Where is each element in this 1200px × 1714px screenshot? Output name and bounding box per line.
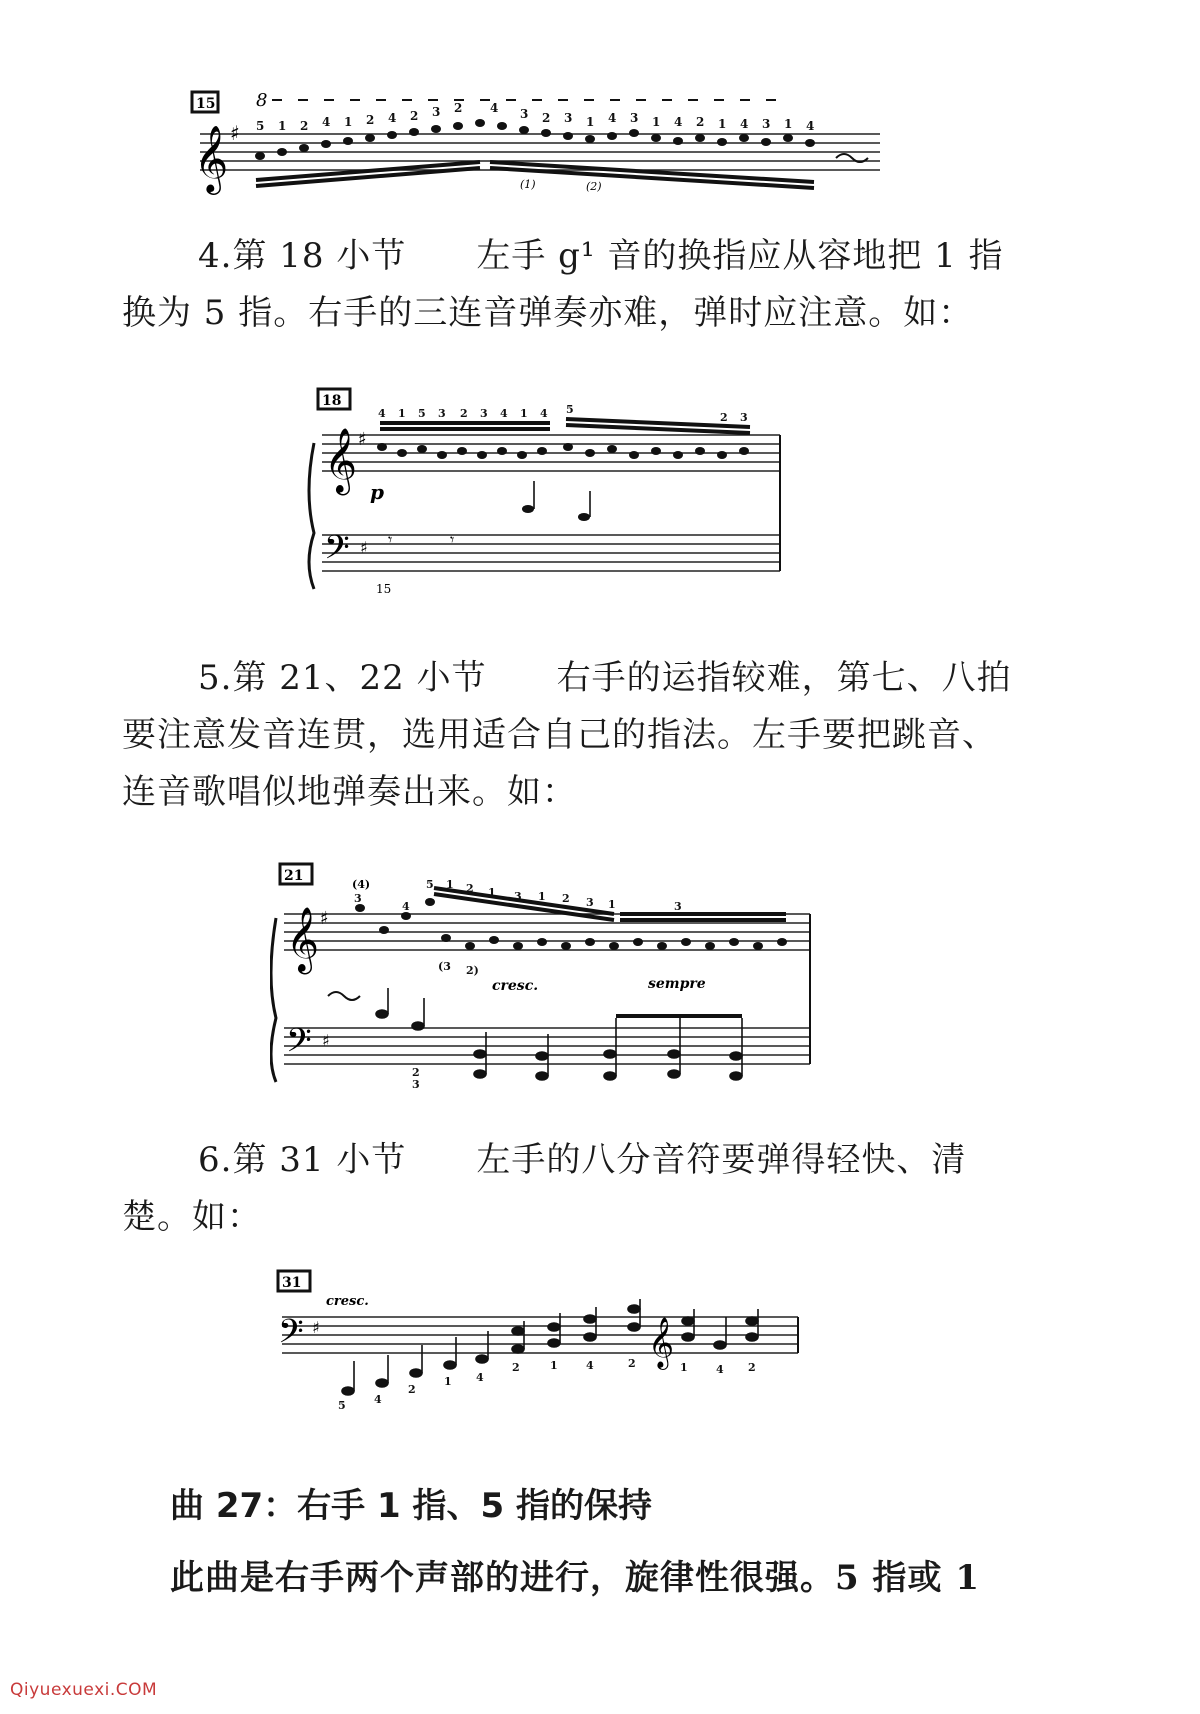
item-text-line: 要注意发音连贯，选用适合自己的指法。左手要把跳音、 bbox=[122, 715, 997, 755]
item-text-line: 左手的八分音符要弹得轻快、清 bbox=[476, 1140, 967, 1180]
measure-number: 31 bbox=[282, 1275, 302, 1291]
alt-fingering-2: (2) bbox=[586, 180, 602, 193]
svg-text:4: 4 bbox=[540, 407, 548, 420]
svg-text:4: 4 bbox=[374, 1393, 382, 1406]
svg-text:2: 2 bbox=[542, 111, 551, 125]
svg-text:1: 1 bbox=[608, 898, 616, 911]
svg-text:3: 3 bbox=[354, 892, 362, 905]
svg-text:4: 4 bbox=[586, 1359, 594, 1372]
rest-icon: 𝄾 bbox=[450, 530, 455, 549]
svg-text:1: 1 bbox=[444, 1375, 452, 1388]
svg-text:3: 3 bbox=[514, 890, 522, 903]
score-measure-15 bbox=[190, 86, 910, 196]
svg-text:2: 2 bbox=[466, 882, 474, 895]
svg-text:(3: (3 bbox=[438, 960, 451, 973]
svg-text:4: 4 bbox=[378, 407, 386, 420]
svg-text:2: 2 bbox=[720, 411, 728, 424]
svg-text:4: 4 bbox=[674, 115, 683, 129]
treble-clef-icon: 𝄞 bbox=[286, 907, 320, 972]
svg-text:4: 4 bbox=[806, 119, 815, 133]
item-text-line: 右手的运指较难，第七、八拍 bbox=[556, 658, 1012, 698]
svg-text:1: 1 bbox=[278, 119, 287, 133]
sharp-icon: ♯ bbox=[360, 538, 368, 557]
item-text-line: 换为 5 指。右手的三连音弹奏亦难，弹时应注意。如： bbox=[122, 293, 974, 333]
svg-text:2: 2 bbox=[408, 1383, 416, 1396]
svg-text:5: 5 bbox=[566, 403, 574, 416]
svg-text:2: 2 bbox=[512, 1361, 520, 1374]
svg-text:1: 1 bbox=[488, 886, 496, 899]
score-measure-21 bbox=[270, 858, 830, 1098]
svg-text:4: 4 bbox=[388, 111, 397, 125]
svg-text:2: 2 bbox=[628, 1357, 636, 1370]
svg-text:2: 2 bbox=[300, 119, 309, 133]
alt-fingering-1: (1) bbox=[520, 178, 536, 191]
svg-text:3: 3 bbox=[432, 105, 441, 119]
item-text-line: 楚。如： bbox=[122, 1197, 262, 1237]
sharp-icon: ♯ bbox=[322, 1031, 330, 1050]
fingering-label: (4) bbox=[352, 878, 371, 891]
svg-text:4: 4 bbox=[500, 407, 508, 420]
item-text-line: 左手 g¹ 音的换指应从容地把 1 指 bbox=[476, 236, 1004, 276]
svg-text:1: 1 bbox=[344, 115, 353, 129]
svg-text:5: 5 bbox=[418, 407, 426, 420]
ottava-mark: 8 bbox=[256, 90, 268, 111]
item-number: 6. bbox=[198, 1140, 233, 1180]
svg-text:3: 3 bbox=[630, 111, 639, 125]
measure-number: 18 bbox=[322, 393, 342, 409]
svg-text:5: 5 bbox=[426, 878, 434, 891]
sharp-icon: ♯ bbox=[230, 121, 240, 145]
paragraph-item-4 bbox=[122, 228, 1062, 342]
sempre-mark: sempre bbox=[648, 976, 706, 992]
score-measure-31 bbox=[268, 1265, 828, 1415]
svg-text:4: 4 bbox=[322, 115, 331, 129]
svg-text:1: 1 bbox=[586, 115, 595, 129]
svg-text:2: 2 bbox=[454, 101, 463, 115]
item-title: 第 21、22 小节 bbox=[232, 658, 487, 698]
item-title: 第 18 小节 bbox=[232, 236, 407, 276]
item-text-line: 连音歌唱似地弹奏出来。如： bbox=[122, 772, 577, 812]
cresc-mark: cresc. bbox=[492, 978, 539, 994]
svg-text:3: 3 bbox=[412, 1078, 420, 1091]
bass-clef-icon: 𝄢 bbox=[324, 529, 350, 575]
item-number: 5. bbox=[198, 658, 233, 698]
svg-text:4: 4 bbox=[716, 1363, 724, 1376]
svg-text:1: 1 bbox=[398, 407, 406, 420]
svg-text:1: 1 bbox=[680, 1361, 688, 1374]
cresc-mark: cresc. bbox=[326, 1294, 369, 1309]
svg-text:2: 2 bbox=[410, 109, 419, 123]
svg-text:2: 2 bbox=[460, 407, 468, 420]
svg-text:2: 2 bbox=[366, 113, 375, 127]
watermark: Qiyuexuexi.COM bbox=[10, 1680, 158, 1700]
treble-clef-icon: 𝄞 bbox=[194, 124, 229, 192]
svg-text:1: 1 bbox=[784, 117, 793, 131]
svg-text:3: 3 bbox=[740, 411, 748, 424]
item-title: 第 31 小节 bbox=[232, 1140, 407, 1180]
svg-text:3: 3 bbox=[586, 896, 594, 909]
treble-clef-icon: 𝄞 bbox=[648, 1317, 675, 1368]
svg-text:3: 3 bbox=[520, 107, 529, 121]
svg-text:1: 1 bbox=[550, 1359, 558, 1372]
svg-text:3: 3 bbox=[438, 407, 446, 420]
svg-text:2: 2 bbox=[562, 892, 570, 905]
svg-text:3: 3 bbox=[480, 407, 488, 420]
svg-text:1: 1 bbox=[652, 115, 661, 129]
svg-text:2: 2 bbox=[696, 115, 705, 129]
rest-icon: 𝄾 bbox=[388, 530, 393, 549]
svg-text:2): 2) bbox=[466, 964, 479, 977]
svg-text:4: 4 bbox=[740, 117, 749, 131]
svg-text:1: 1 bbox=[718, 117, 727, 131]
dynamic-mark: p bbox=[370, 480, 384, 504]
svg-text:1: 1 bbox=[446, 878, 454, 891]
svg-text:4: 4 bbox=[608, 111, 617, 125]
svg-text:2: 2 bbox=[412, 1066, 420, 1079]
sharp-icon: ♯ bbox=[358, 429, 367, 450]
paragraph-item-6 bbox=[122, 1132, 1062, 1246]
bass-clef-icon: 𝄢 bbox=[278, 1313, 304, 1359]
paragraph-item-5 bbox=[122, 650, 1062, 821]
svg-text:2: 2 bbox=[748, 1361, 756, 1374]
svg-text:4: 4 bbox=[476, 1371, 484, 1384]
svg-text:5: 5 bbox=[338, 1399, 346, 1412]
sharp-icon: ♯ bbox=[320, 908, 329, 929]
svg-text:1: 1 bbox=[520, 407, 528, 420]
svg-text:3: 3 bbox=[762, 117, 771, 131]
svg-text:3: 3 bbox=[564, 111, 573, 125]
measure-number: 21 bbox=[284, 868, 304, 884]
measure-number: 15 bbox=[196, 96, 216, 112]
score-measure-18 bbox=[300, 385, 800, 605]
sharp-icon: ♯ bbox=[312, 1318, 320, 1337]
svg-text:1: 1 bbox=[538, 890, 546, 903]
svg-text:5: 5 bbox=[256, 119, 265, 133]
bass-clef-icon: 𝄢 bbox=[286, 1022, 312, 1068]
section-body-line: 此曲是右手两个声部的进行，旋律性很强。5 指或 1 bbox=[170, 1558, 980, 1598]
svg-text:4: 4 bbox=[402, 900, 410, 913]
item-number: 4. bbox=[198, 236, 233, 276]
treble-clef-icon: 𝄞 bbox=[324, 428, 358, 493]
svg-text:4: 4 bbox=[490, 101, 499, 115]
svg-text:3: 3 bbox=[674, 900, 682, 913]
bass-ottava-number: 15 bbox=[376, 582, 392, 596]
section-heading: 曲 27：右手 1 指、5 指的保持 bbox=[170, 1486, 652, 1526]
